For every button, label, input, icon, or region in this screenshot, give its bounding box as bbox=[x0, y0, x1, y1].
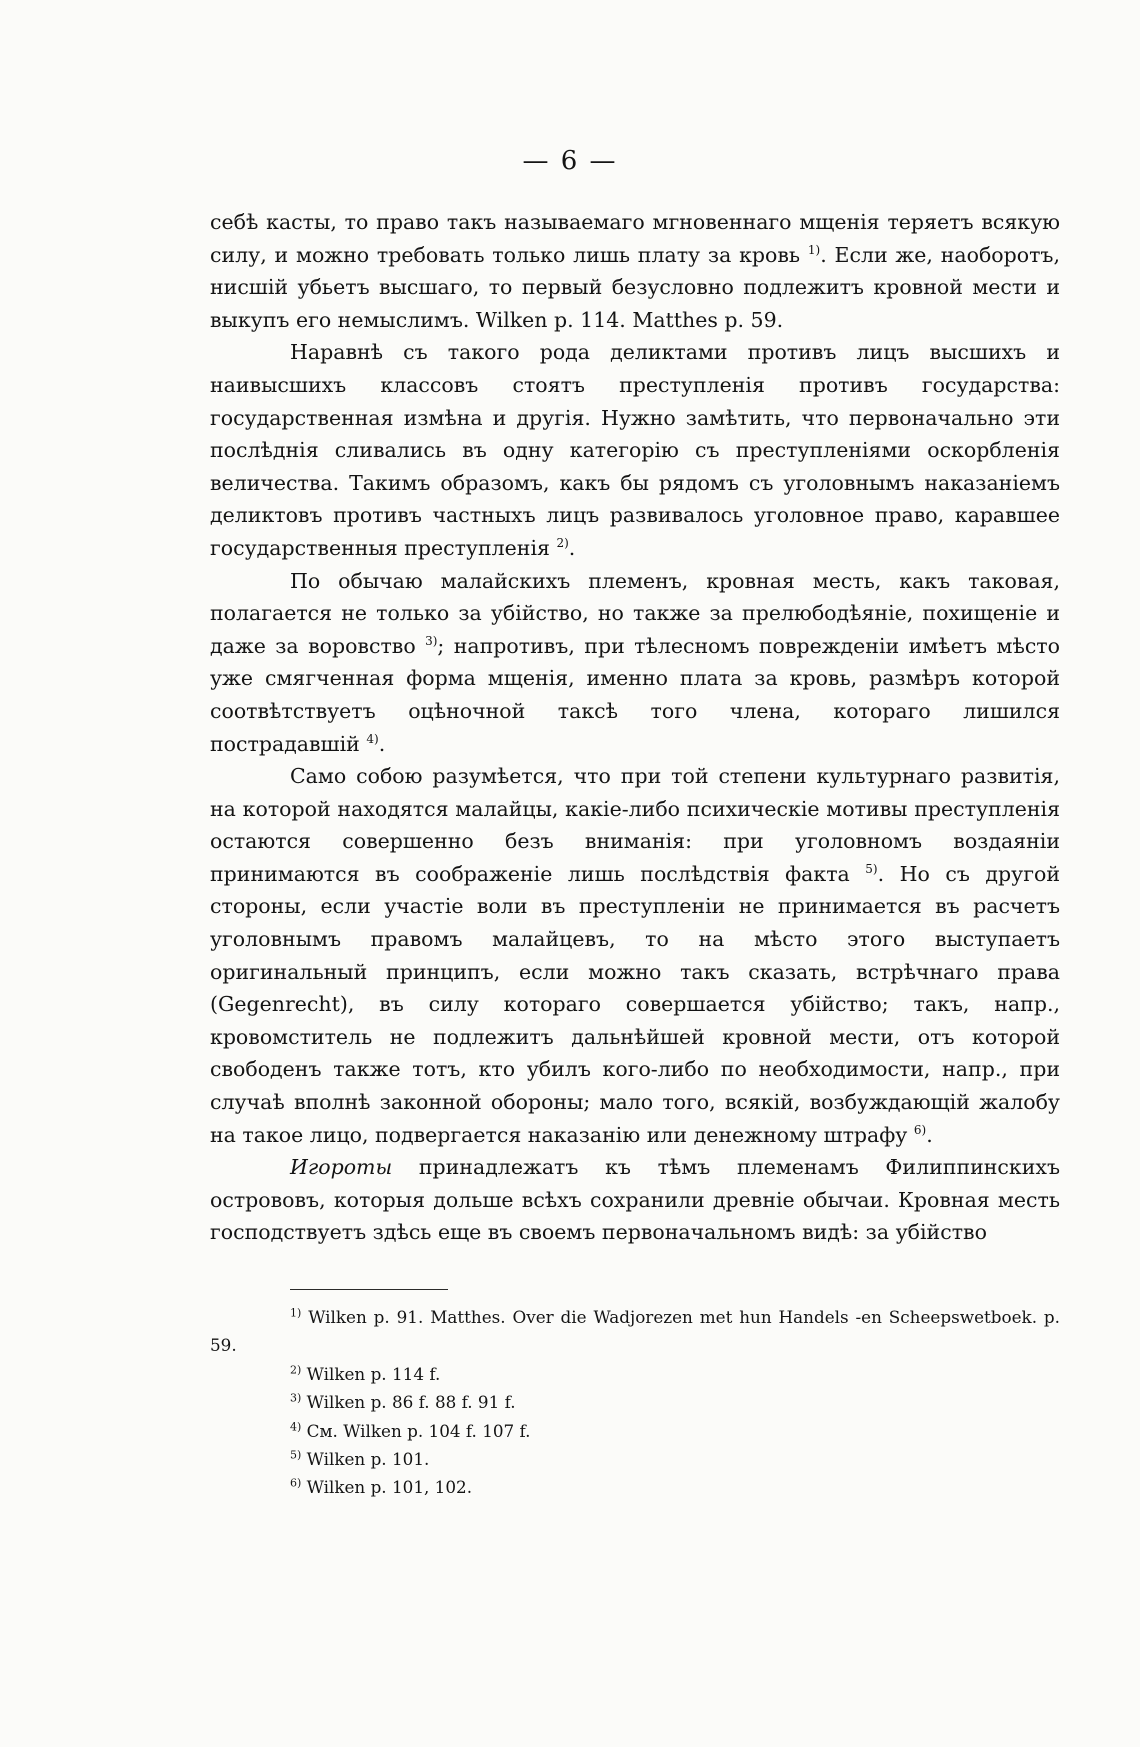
footnote bbox=[210, 1303, 1060, 1360]
footnote-mark: 5) bbox=[290, 1448, 302, 1462]
paragraph bbox=[210, 1151, 1060, 1249]
footnote bbox=[210, 1360, 1060, 1388]
footnote-reference: 1) bbox=[807, 242, 821, 257]
footnote-text: Wilken p. 91. Matthes. Over die Wadjorezen met hun Handels -en Scheepswetboek. p. 59. bbox=[210, 1307, 1060, 1356]
text-segment: . Но съ другой стороны, если участіе воли въ преступленіи не принимается въ расчетъ уголовнымъ правомъ малайцевъ, то на мѣсто этого выступаетъ оригинальный принципъ, если можно такъ сказать, встрѣчнаго права (Gegenrecht), въ силу котораго совершается убійство; такъ, напр., кровомститель не подлежитъ дальнѣйшей кровной мести, отъ которой свободенъ также тотъ, кто убилъ кого-либо по необходимости, напр., при случаѣ вполнѣ законной обороны; мало того, всякій, возбуждающій жалобу на такое лицо, подвергается наказанію или денежному штрафу bbox=[210, 861, 1060, 1147]
paragraph bbox=[210, 760, 1060, 1151]
text-segment: . Если же, наоборотъ, нисшій убьетъ высшаго, то первый безусловно подлежитъ кровной мести и выкупъ его немыслимъ. Wilken p. 114. Matthes p. 59. bbox=[210, 242, 1060, 332]
paragraph bbox=[210, 336, 1060, 564]
footnote-text: Wilken p. 86 f. 88 f. 91 f. bbox=[306, 1392, 516, 1413]
footnote bbox=[210, 1417, 1060, 1445]
footnote bbox=[210, 1445, 1060, 1473]
text-segment: . bbox=[568, 535, 576, 560]
footnote-text: Wilken p. 114 f. bbox=[306, 1363, 441, 1384]
page-number: — 6 — bbox=[522, 146, 618, 176]
text-segment: Само собою разумѣется, что при той степени культурнаго развитія, на которой находятся малайцы, какіе-либо психическіе мотивы преступленія остаются совершенно безъ вниманія: при уголовномъ воздаяніи принимаются въ соображеніе лишь послѣдствія факта bbox=[210, 764, 1060, 886]
footnote-divider bbox=[290, 1289, 448, 1290]
footnote-text: См. Wilken p. 104 f. 107 f. bbox=[306, 1420, 531, 1441]
footnote-reference: 3) bbox=[425, 633, 438, 648]
paragraph bbox=[210, 206, 1060, 336]
footnote-text: Wilken p. 101. bbox=[306, 1449, 430, 1470]
footnote-reference: 4) bbox=[366, 731, 379, 746]
footnote bbox=[210, 1388, 1060, 1416]
footnote-reference: 5) bbox=[865, 862, 878, 877]
footnote-mark: 2) bbox=[290, 1363, 302, 1377]
footnote-mark: 3) bbox=[290, 1391, 302, 1405]
text-segment: По обычаю малайскихъ племенъ, кровная месть, какъ таковая, полагается не только за убійство, но также за прелюбодѣяніе, похищеніе и даже за воровство bbox=[210, 568, 1060, 658]
paragraph bbox=[210, 565, 1060, 761]
text-segment: ; напротивъ, при тѣлесномъ поврежденіи имѣетъ мѣсто уже смягченная форма мщенія, именно плата за кровь, размѣръ которой соотвѣтствуетъ оцѣночной таксѣ того члена, котораго лишился пострадавшій bbox=[210, 633, 1060, 756]
paragraph-lead-italic: Игороты bbox=[290, 1155, 393, 1180]
text-segment: Наравнѣ съ такого рода деликтами противъ лицъ высшихъ и наивысшихъ классовъ стоятъ преступленія противъ государства: государственная измѣна и другія. Нужно замѣтить, что первоначально эти послѣднія сливались въ одну категорію съ преступленіями оскорбленія величества. Такимъ образомъ, какъ бы рядомъ съ уголовнымъ наказаніемъ деликтовъ противъ частныхъ лицъ развивалось уголовное право, каравшее государственныя преступленія bbox=[210, 340, 1060, 560]
footnote-reference: 6) bbox=[913, 1122, 927, 1137]
text-segment: принадлежатъ къ тѣмъ племенамъ Филиппинскихъ острововъ, которыя дольше всѣхъ сохранили древніе обычаи. Кровная месть господствуетъ здѣсь еще въ своемъ первоначальномъ видѣ: за убійство bbox=[210, 1155, 1060, 1245]
footnote-mark: 4) bbox=[290, 1420, 302, 1434]
text-segment: себѣ касты, то право такъ называемаго мгновеннаго мщенія теряетъ всякую силу, и можно требовать только лишь плату за кровь bbox=[210, 210, 1060, 267]
text-segment: . bbox=[378, 731, 386, 756]
footnote bbox=[210, 1473, 1060, 1501]
body-text bbox=[210, 206, 1060, 1249]
footnote-mark: 6) bbox=[290, 1476, 302, 1490]
footnote-reference: 2) bbox=[556, 536, 569, 551]
footnote-text: Wilken p. 101, 102. bbox=[306, 1477, 473, 1498]
footnote-mark: 1) bbox=[290, 1306, 302, 1320]
footnotes bbox=[210, 1303, 1060, 1502]
text-segment: . bbox=[926, 1122, 933, 1147]
